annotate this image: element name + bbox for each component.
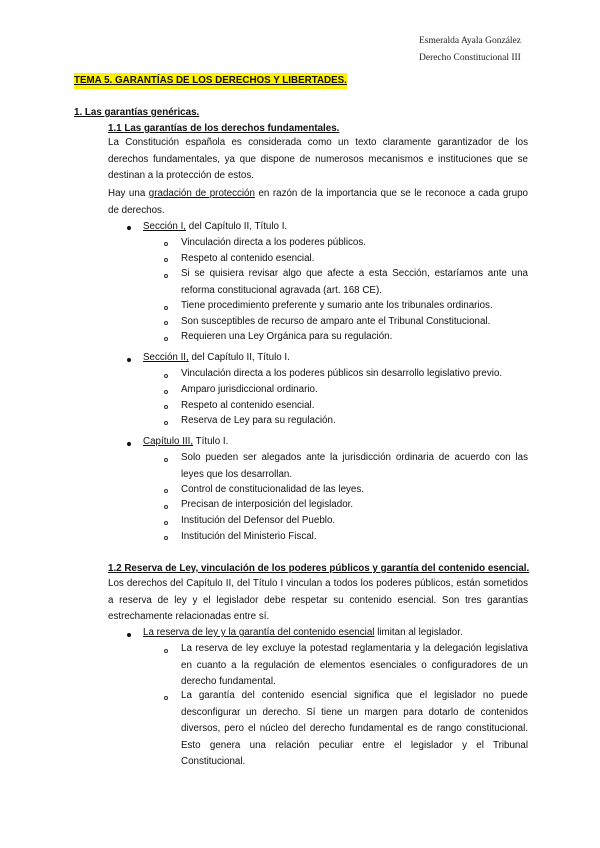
- list-item: Control de constitucionalidad de las leyes.: [181, 484, 364, 495]
- sub-bullet-circle: [164, 458, 168, 462]
- list-item: La reserva de ley excluye la potestad reglamentaria y la delegación legislativa en cuanto a la regulación de elementos esenciales o configuradores de un derecho fundamental.: [181, 643, 528, 687]
- group-label: Capítulo III,: [143, 436, 194, 447]
- gradation-post: en razón de la importancia que se le reconoce a cada grupo de derechos.: [108, 188, 528, 216]
- sub-bullet-circle: [164, 274, 168, 278]
- group-rest: del Capítulo II, Título I.: [191, 352, 290, 363]
- gradation-pre: Hay una: [108, 188, 146, 199]
- sub-bullet-circle: [164, 696, 168, 700]
- sub-bullet-circle: [164, 374, 168, 378]
- section-1-heading: 1. Las garantías genéricas.: [74, 107, 200, 118]
- bullet-dot: [127, 633, 131, 637]
- bullet-dot: [127, 226, 131, 230]
- list-item: Precisan de interposición del legislador.: [181, 499, 354, 510]
- sub-bullet-circle: [164, 242, 168, 246]
- gradation-link: gradación de protección: [148, 188, 255, 199]
- sub-bullet-circle: [164, 321, 168, 325]
- document-title: TEMA 5. GARANTÍAS DE LOS DERECHOS Y LIBERTADES.: [74, 73, 347, 89]
- group-rest: Título I.: [195, 436, 229, 447]
- sub-bullet-circle: [164, 649, 168, 653]
- list-item: Institución del Defensor del Pueblo.: [181, 515, 336, 526]
- sub-bullet-circle: [164, 536, 168, 540]
- sub-bullet-circle: [164, 521, 168, 525]
- section-1-2-intro: Los derechos del Capítulo II, del Título I vinculan a todos los poderes públicos, están sometidos a reserva de ley y el legislador debe respetar su contenido esencial. Son tres garantías estrechamente relacionadas entre sí.: [108, 578, 528, 622]
- list-item: Vinculación directa a los poderes públicos.: [181, 237, 366, 248]
- sub-bullet-circle: [164, 337, 168, 341]
- group-capitulo-3: [143, 434, 228, 450]
- list-item: Son susceptibles de recurso de amparo ante el Tribunal Constitucional.: [181, 316, 491, 327]
- sub-bullet-circle: [164, 390, 168, 394]
- sub-bullet-circle: [164, 489, 168, 493]
- list-item: Respeto al contenido esencial.: [181, 400, 315, 411]
- section-1-2-heading: 1.2 Reserva de Ley, vinculación de los poderes públicos y garantía del contenido esencial.: [108, 563, 530, 574]
- group-rest: del Capítulo II, Título I.: [188, 221, 288, 232]
- section-1-1-intro: La Constitución española es considerada como un texto claramente garantizador de los derechos fundamentales, ya que dispone de numerosos mecanismos e instituciones que se destinan a la protección de estos.: [108, 137, 528, 181]
- list-item: La garantía del contenido esencial significa que el legislador no puede desconfigurar un derecho. Sí tiene un margen para dotarlo de contenidos diversos, pero el núcleo del derecho fundamental es de rango constitucional. Esto genera una relación peculiar entre el legislador y el Tribunal Constitucional.: [181, 690, 528, 767]
- list-item: Vinculación directa a los poderes públicos sin desarrollo legislativo previo.: [181, 368, 503, 379]
- limits-bullet-rest: limitan al legislador.: [377, 627, 463, 638]
- list-item: Si se quisiera revisar algo que afecte a esta Sección, estaríamos ante una reforma constitucional agravada (art. 168 CE).: [181, 268, 528, 296]
- gradation-paragraph: [108, 186, 528, 219]
- limits-bullet-link: La reserva de ley y la garantía del contenido esencial: [143, 627, 375, 638]
- header-course: Derecho Constitucional III: [419, 53, 521, 63]
- list-item: Institución del Ministerio Fiscal.: [181, 531, 317, 542]
- sub-bullet-circle: [164, 405, 168, 409]
- list-item: Requieren una Ley Orgánica para su regulación.: [181, 331, 393, 342]
- list-item: Solo pueden ser alegados ante la jurisdicción ordinaria de acuerdo con las leyes que los desarrollan.: [181, 452, 528, 480]
- header-author: Esmeralda Ayala González: [419, 36, 521, 46]
- bullet-dot: [127, 358, 131, 362]
- group-seccion-1: [143, 219, 287, 235]
- limits-bullet: [143, 625, 463, 641]
- list-item: Tiene procedimiento preferente y sumario ante los tribunales ordinarios.: [181, 300, 493, 311]
- group-seccion-2: [143, 350, 290, 366]
- sub-bullet-circle: [164, 258, 168, 262]
- group-label: Sección II,: [143, 352, 189, 363]
- section-1-1-heading: 1.1 Las garantías de los derechos fundamentales.: [108, 123, 340, 134]
- list-item: Respeto al contenido esencial.: [181, 253, 315, 264]
- sub-bullet-circle: [164, 505, 168, 509]
- sub-bullet-circle: [164, 306, 168, 310]
- list-item: Reserva de Ley para su regulación.: [181, 415, 336, 426]
- bullet-dot: [127, 442, 131, 446]
- group-label: Sección I,: [143, 221, 187, 232]
- sub-bullet-circle: [164, 421, 168, 425]
- list-item: Amparo jurisdiccional ordinario.: [181, 384, 318, 395]
